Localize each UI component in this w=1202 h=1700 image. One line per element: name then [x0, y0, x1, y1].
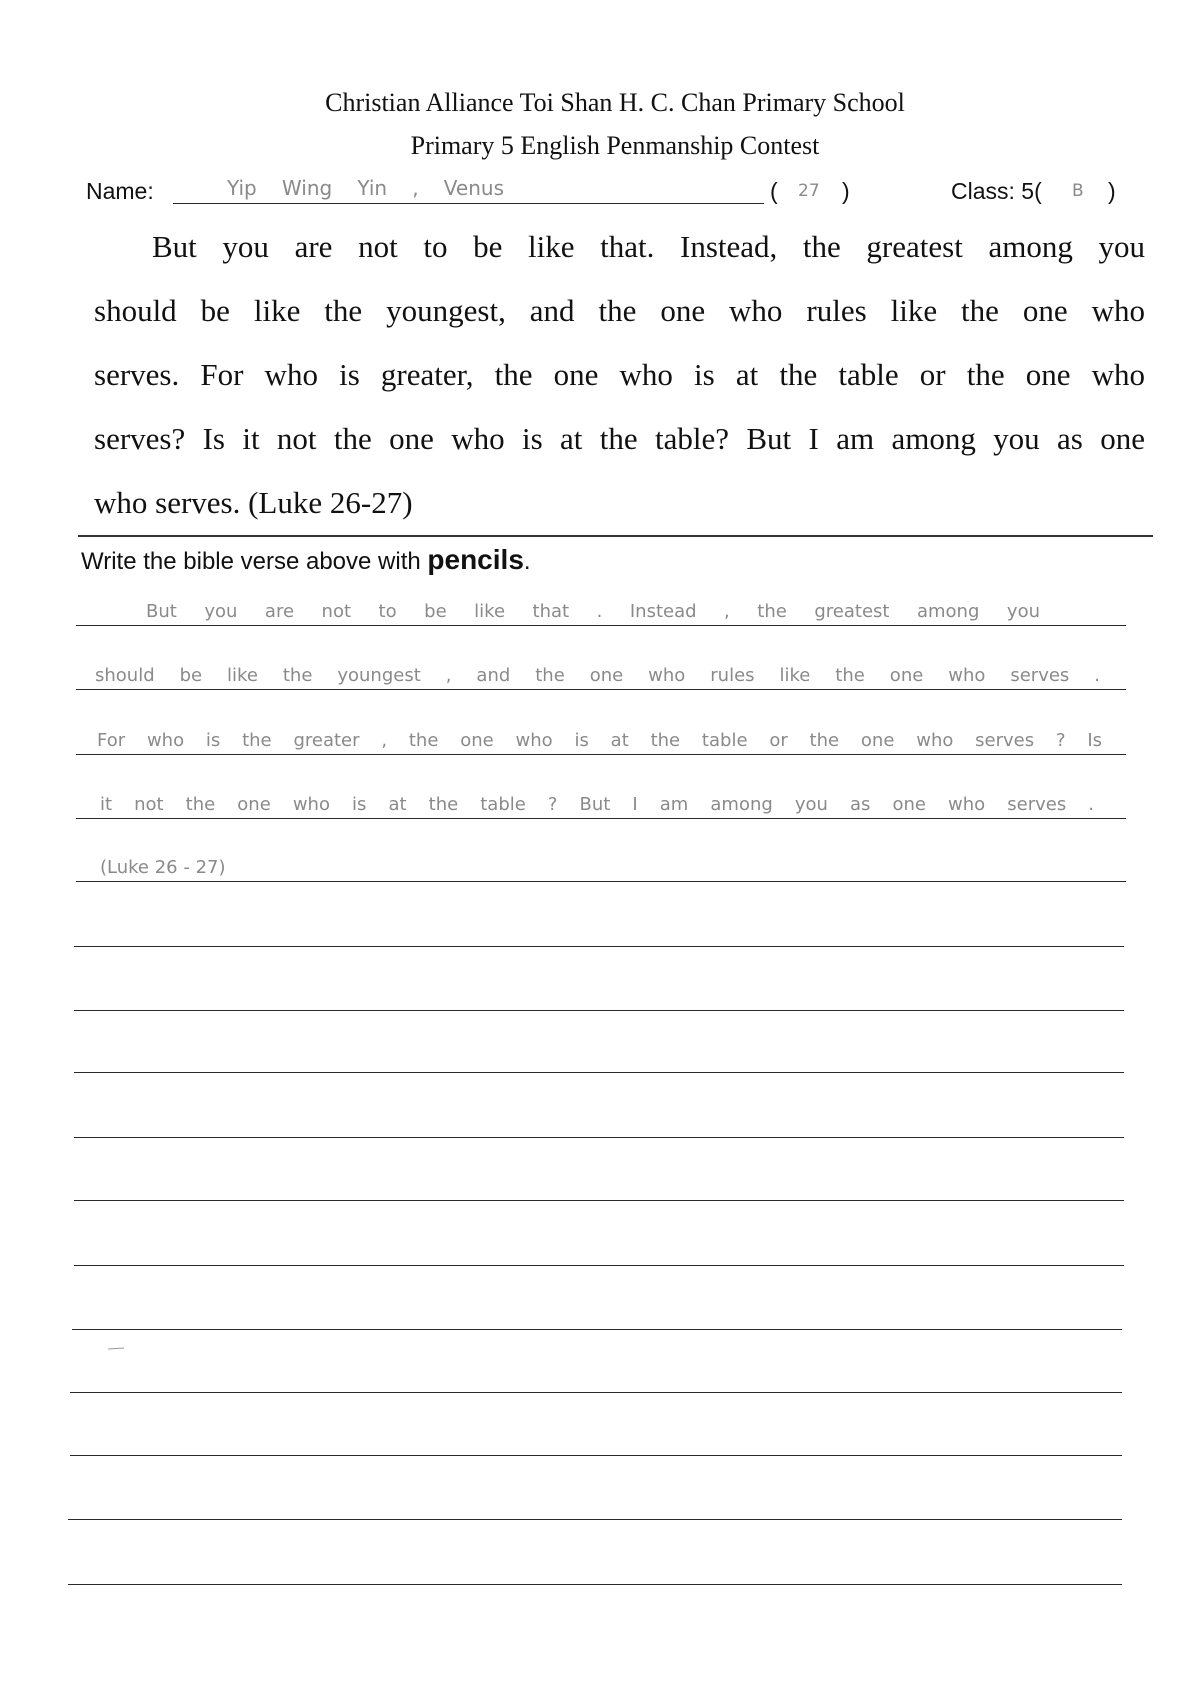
handwritten-line: should be like the youngest , and the one who rules like the one who serves . [95, 665, 1100, 686]
handwritten-line: (Luke 26 - 27) [100, 857, 226, 878]
verse-line: But you are not to be like that. Instead, the greatest among you [152, 229, 1145, 264]
class-number-open-paren: ( [770, 178, 778, 204]
section-divider [78, 535, 1153, 537]
student-name-handwritten: Yip Wing Yin , Venus [227, 176, 504, 200]
writing-line [76, 625, 1126, 626]
blank-writing-line [74, 946, 1124, 947]
blank-writing-line [70, 1455, 1122, 1456]
verse-line: serves? Is it not the one who is at the table? But I am among you as one [94, 421, 1145, 456]
name-underline [173, 203, 764, 204]
class-number-handwritten: 27 [798, 181, 820, 201]
instruction-main: Write the bible verse above with [81, 548, 428, 575]
blank-writing-line [74, 1010, 1124, 1011]
contest-title: Primary 5 English Penmanship Contest [410, 131, 820, 160]
verse-line: should be like the youngest, and the one who rules like the one who [94, 293, 1145, 328]
verse-line: serves. For who is greater, the one who is at the table or the one who [94, 357, 1145, 392]
class-close-paren: ) [1108, 178, 1116, 204]
blank-writing-line [74, 1200, 1124, 1201]
class-label: Class: 5( [951, 178, 1042, 204]
blank-writing-line [74, 1265, 1124, 1266]
handwritten-line: But you are not to be like that . Instead , the greatest among you [146, 601, 1040, 622]
verse-line: who serves. (Luke 26-27) [94, 485, 413, 520]
instruction-text [81, 545, 531, 577]
class-number-close-paren: ) [842, 178, 850, 204]
writing-line [76, 689, 1126, 690]
writing-line [76, 881, 1126, 882]
blank-writing-line [74, 1137, 1124, 1138]
blank-writing-line [74, 1072, 1124, 1073]
handwritten-line: it not the one who is at the table ? But I am among you as one who serves . [100, 794, 1094, 815]
name-label: Name: [86, 178, 154, 204]
blank-writing-line [72, 1329, 1122, 1330]
handwritten-line: For who is the greater , the one who is at the table or the one who serves ? Is [97, 730, 1102, 751]
school-name: Christian Alliance Toi Shan H. C. Chan Primary School [325, 88, 905, 117]
class-value-handwritten: B [1072, 181, 1084, 201]
writing-line [76, 754, 1126, 755]
writing-line [76, 818, 1126, 819]
blank-writing-line [70, 1392, 1122, 1393]
blank-writing-line [68, 1584, 1122, 1585]
instruction-emphasis: pencils [427, 544, 524, 575]
blank-writing-line [68, 1519, 1122, 1520]
instruction-end: . [523, 548, 531, 575]
stray-pencil-mark [108, 1347, 124, 1349]
